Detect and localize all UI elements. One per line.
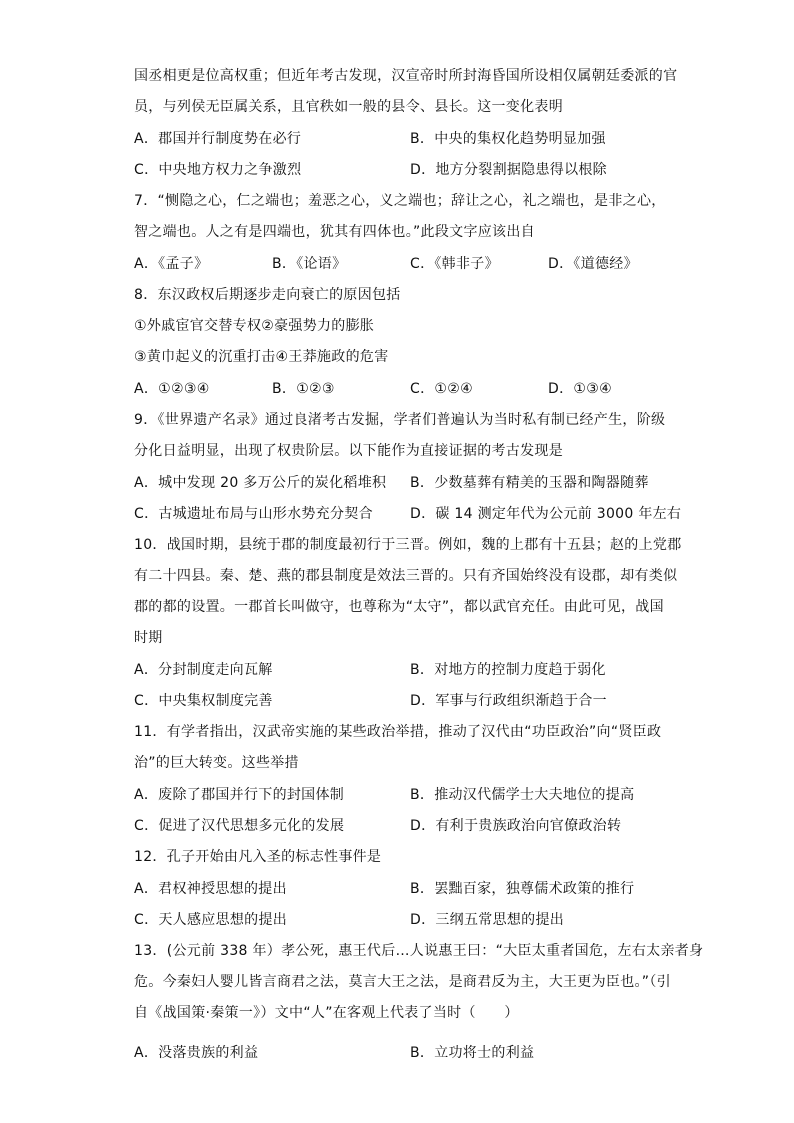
q10-option-d: D．军事与行政组织渐趋于合一 [410,693,607,709]
q13-option-b: B．立功将士的利益 [410,1045,535,1061]
q13-stem-line-1: 13．(公元前 338 年）孝公死，惠王代后…人说惠王曰：“大臣太重者国危，左右太亲者身 [134,943,704,959]
q13-stem-line-2: 危。今秦妇人婴儿皆言商君之法，莫言大王之法，是商君反为主，大王更为臣也。”（引 [134,974,671,990]
q11-option-c: C．促进了汉代思想多元化的发展 [134,818,345,834]
q12-option-b: B．罢黜百家，独尊儒术政策的推行 [410,881,635,897]
q7-option-d: D．《道德经》 [548,256,638,272]
q9-option-a: A．城中发现 20 多万公斤的炭化稻堆积 [134,475,387,491]
q6-option-d: D．地方分裂割据隐患得以根除 [410,162,607,178]
q8-option-d: D．①③④ [548,381,612,397]
q11-stem-line-2: 治”的巨大转变。这些举措 [134,755,299,771]
q11-option-a: A．废除了郡国并行下的封国体制 [134,787,345,803]
q12-stem-line-1: 12．孔子开始由凡入圣的标志性事件是 [134,849,382,865]
q7-option-b: B．《论语》 [272,256,347,272]
q11-option-d: D．有利于贵族政治向官僚政治转 [410,818,622,834]
q6-option-b: B．中央的集权化趋势明显加强 [410,131,606,147]
q11-stem-line-1: 11．有学者指出，汉武帝实施的某些政治举措，推动了汉代由“功臣政治”向“贤臣政 [134,724,662,740]
q6-option-c: C．中央地方权力之争激烈 [134,162,302,178]
q10-stem-line-1: 10．战国时期，县统于郡的制度最初行于三晋。例如，魏的上郡有十五县；赵的上党郡 [134,537,682,553]
q6-option-a: A．郡国并行制度势在必行 [134,131,302,147]
q10-option-a: A．分封制度走向瓦解 [134,662,273,678]
q12-option-a: A．君权神授思想的提出 [134,881,287,897]
q6-stem-line-2: 员，与列侯无臣属关系，且官秩如一般的县令、县长。这一变化表明 [134,99,563,115]
q7-option-c: C．《韩非子》 [410,256,499,272]
q10-stem-line-4: 时期 [134,630,163,646]
q8-stem-line-1: 8．东汉政权后期逐步走向衰亡的原因包括 [134,287,401,303]
q7-stem-line-1: 7．“恻隐之心，仁之端也；羞恶之心，义之端也；辞让之心，礼之端也，是非之心， [134,193,666,209]
q13-option-a: A．没落贵族的利益 [134,1045,259,1061]
q6-stem-line-1: 国丞相更是位高权重；但近年考古发现，汉宣帝时所封海昏国所设相仅属朝廷委派的官 [134,68,678,84]
q8-stem-line-2: ①外戚宦官交替专权②豪强势力的膨胀 [134,318,375,334]
q8-option-a: A．①②③④ [134,381,210,397]
q7-stem-line-2: 智之端也。人之有是四端也，犹其有四体也。”此段文字应该出自 [134,224,535,240]
q10-option-b: B．对地方的控制力度趋于弱化 [410,662,606,678]
q12-option-c: C．天人感应思想的提出 [134,912,288,928]
q9-option-b: B．少数墓葬有精美的玉器和陶器随葬 [410,475,649,491]
q8-stem-line-3: ③黄巾起义的沉重打击④王莽施政的危害 [134,349,389,365]
q10-option-c: C．中央集权制度完善 [134,693,273,709]
q9-stem-line-1: 9．《世界遗产名录》通过良渚考古发掘，学者们普遍认为当时私有制已经产生，阶级 [134,412,666,428]
q12-option-d: D．三纲五常思想的提出 [410,912,565,928]
q11-option-b: B．推动汉代儒学士大夫地位的提高 [410,787,635,803]
q9-option-d: D．碳 14 测定年代为公元前 3000 年左右 [410,506,682,522]
q9-stem-line-2: 分化日益明显，出现了权贵阶层。以下能作为直接证据的考古发现是 [134,443,563,459]
q10-stem-line-3: 郡的都的设置。一郡首长叫做守，也尊称为“太守”，都以武官充任。由此可见，战国 [134,599,664,615]
q7-option-a: A．《孟子》 [134,256,209,272]
q9-option-c: C．古城遗址布局与山形水势充分契合 [134,506,373,522]
q13-stem-line-3: 自《战国策·秦策一》）文中“人”在客观上代表了当时（ ） [134,1005,519,1021]
q8-option-b: B．①②③ [272,381,335,397]
q8-option-c: C．①②④ [410,381,473,397]
q10-stem-line-2: 有二十四县。秦、楚、燕的郡县制度是效法三晋的。只有齐国始终没有设郡，却有类似 [134,568,678,584]
